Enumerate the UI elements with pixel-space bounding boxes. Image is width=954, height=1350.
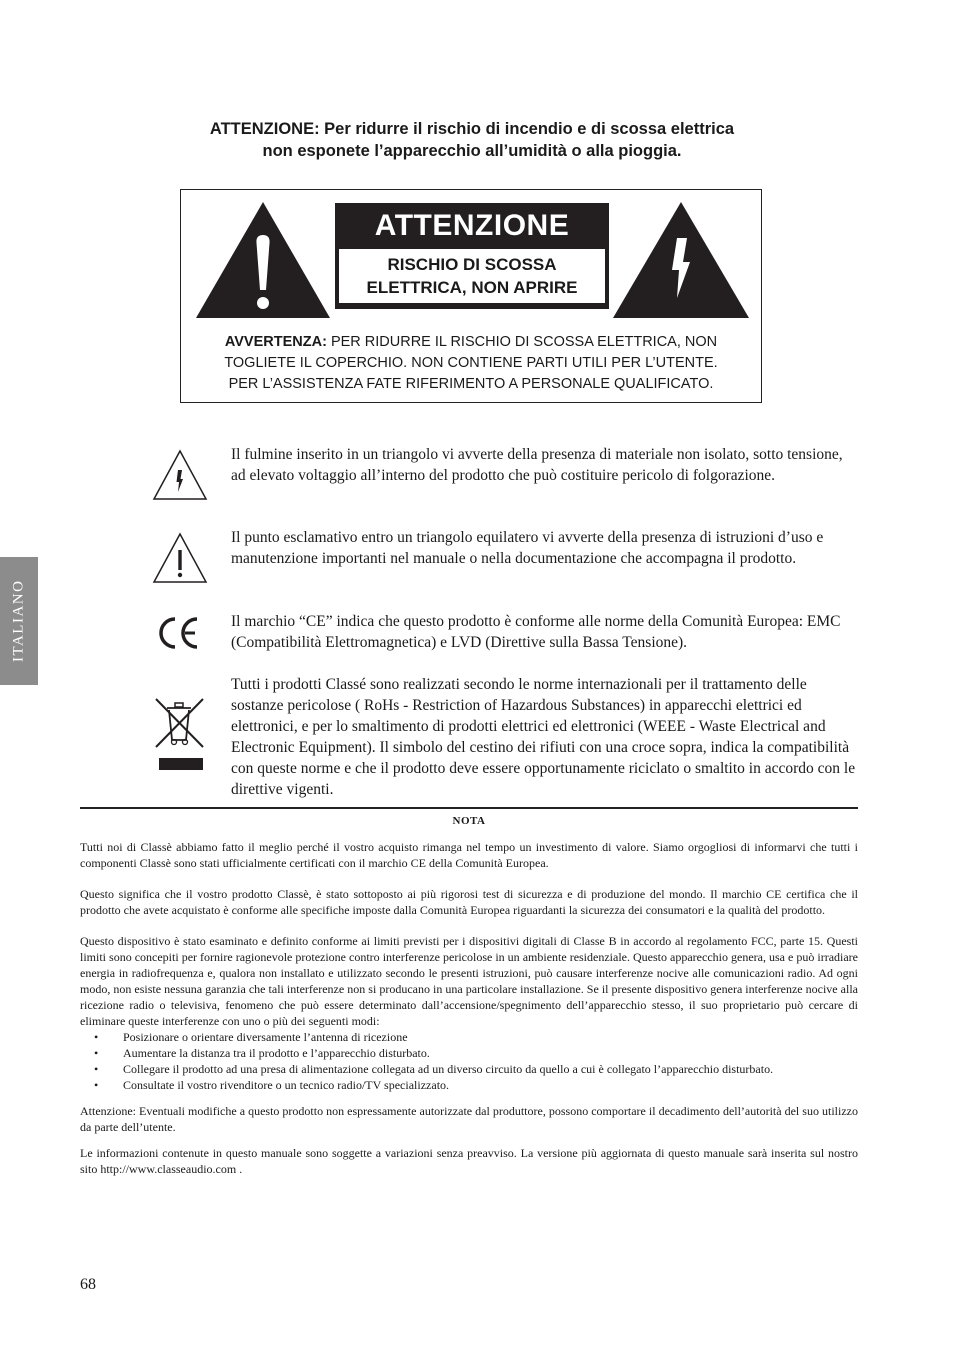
header-warning-line2: non esponete l’apparecchio all’umidità o alla pioggia. <box>262 142 682 160</box>
avvertenza-line1 <box>187 332 755 353</box>
symbol-text-exclamation: Il punto esclamativo entro un triangolo equilatero vi avverte della presenza di istruzioni d’uso e manutenzione importanti nel manuale o nella documentazione che accompagna il prodotto. <box>231 529 824 567</box>
attention-subtitle-line1: RISCHIO DI SCOSSA <box>387 255 557 274</box>
lightning-triangle-icon <box>611 200 751 320</box>
nota-title: NOTA <box>452 815 486 827</box>
attention-subtitle <box>339 249 605 303</box>
nota-bullet-item: • Aumentare la distanza tra il prodotto e l’apparecchio disturbato. <box>80 1045 858 1061</box>
symbol-text-weee: Tutti i prodotti Classé sono realizzati secondo le norme internazionali per il trattamento delle sostanze pericolose ( RoHs - Restriction of Hazardous Substances) in apparecchi elettrici ed elettronici, e per lo smaltimento di prodotti elettrici ed elettronici (WEEE - Waste Electrical and Electronic Equipment). Il simbolo del cestino dei rifiuti con una croce sopra, indica la compatibilità con queste norme e che il prodotto deve essere opportunamente riciclato o smaltito in accordo con le direttive vigenti. <box>231 676 856 798</box>
weee-crossed-bin-icon <box>150 694 210 774</box>
avvertenza-line3: PER L’ASSISTENZA FATE RIFERIMENTO A PERSONALE QUALIFICATO. <box>228 376 714 392</box>
section-divider <box>80 807 858 809</box>
attention-title: ATTENZIONE <box>374 209 570 242</box>
nota-body <box>80 839 858 1177</box>
header-warning-line1: ATTENZIONE: Per ridurre il rischio di incendio e di scossa elettrica <box>209 120 735 138</box>
nota-paragraph-4: Attenzione: Eventuali modifiche a questo prodotto non espressamente autorizzate dal produttore, possono comportare il decadimento dell’autorità del suo utilizzo da parte dell’utente. <box>80 1104 858 1134</box>
nota-bullet-item: • Collegare il prodotto ad una presa di alimentazione collegata ad un diverso circuito da quello a cui è collegato l’apparecchio disturbato. <box>80 1061 858 1077</box>
avvertenza-text <box>187 332 755 395</box>
warning-label-box <box>180 189 762 403</box>
nota-paragraph-2: Questo significa che il vostro prodotto Classè, è stato sottoposto ai più rigorosi test di sicurezza e di produzione del mondo. Il marchio CE certifica che il prodotto che avete acquistato è conforme alle specifiche imposte dalla Comunità Europea riguardanti la sicurezza dei consumatori e la qualità del prodotto. <box>80 887 858 917</box>
ce-mark-icon <box>150 613 210 653</box>
page-number: 68 <box>80 1276 96 1293</box>
exclamation-triangle-icon <box>194 200 332 320</box>
nota-paragraph-3: Questo dispositivo è stato esaminato e definito conforme ai limiti previsti per i dispositivi digitali di Classe B in accordo al regolamento FCC, parte 15. Questi limiti sono concepiti per fornire ragionevole protezione contro interferenze pericolose in un ambiente residenziale. Questo apparecchio genera, usa e può irradiare energia in radiofrequenza e, qualora non installato e utilizzato secondo le presenti istruzioni, può causare interferenze nocive alle comunicazioni radio. Ad ogni modo, non esiste nessuna garanzia che tali interferenze non si producano in una particolare installazione. Se il presente dispositivo genera interferenze nocive alla ricezione radio o televisiva, fenomeno che può essere determinato dall’accensione/spegnimento dell’apparecchio stesso, il suo proprietario può cercare di eliminare queste interferenze con uno o più dei seguenti modi: <box>80 934 858 1028</box>
avvertenza-line1-text: PER RIDURRE IL RISCHIO DI SCOSSA ELETTRICA, NON <box>330 334 718 350</box>
symbol-text-lightning: Il fulmine inserito in un triangolo vi avverte della presenza di materiale non isolato, sotto tensione, ad elevato voltaggio all’interno del prodotto che può costituire pericolo di folgorazione. <box>231 446 843 484</box>
attention-subtitle-line2: ELETTRICA, NON APRIRE <box>366 278 578 297</box>
language-tab-label: ITALIANO <box>10 579 27 663</box>
nota-bullet-item: • Consultate il vostro rivenditore o un tecnico radio/TV specializzato. <box>80 1077 858 1093</box>
nota-bullet-item: • Posizionare o orientare diversamente l’antenna di ricezione <box>80 1029 858 1045</box>
avvertenza-line2: TOGLIETE IL COPERCHIO. NON CONTIENE PARTI UTILI PER L’UTENTE. <box>224 355 718 371</box>
avvertenza-prefix: AVVERTENZA: <box>224 334 327 350</box>
lightning-triangle-icon <box>150 448 210 502</box>
symbol-text-ce: Il marchio “CE” indica che questo prodotto è conforme alle norme della Comunità Europea: EMC (Compatibilità Elettromagnetica) e LVD (Direttive sulla Bassa Tensione). <box>231 613 841 651</box>
nota-bullet-list <box>80 1029 858 1093</box>
exclamation-triangle-icon <box>150 531 210 585</box>
header-warning <box>120 118 824 162</box>
nota-paragraph-1: Tutti noi di Classè abbiamo fatto il meglio perché il vostro acquisto rimanga nel tempo un investimento di valore. Siamo orgogliosi di informarvi che tutti i componenti Classè sono stati ufficialmente certificati con il marchio CE della Comunità Europea. <box>80 840 858 870</box>
language-tab <box>0 557 38 685</box>
attention-banner <box>335 203 609 309</box>
nota-paragraph-5: Le informazioni contenute in questo manuale sono soggette a variazioni senza preavviso. La versione più aggiornata di questo manuale sarà inserita sul nostro sito http://www.classeaudio.com . <box>80 1146 858 1176</box>
